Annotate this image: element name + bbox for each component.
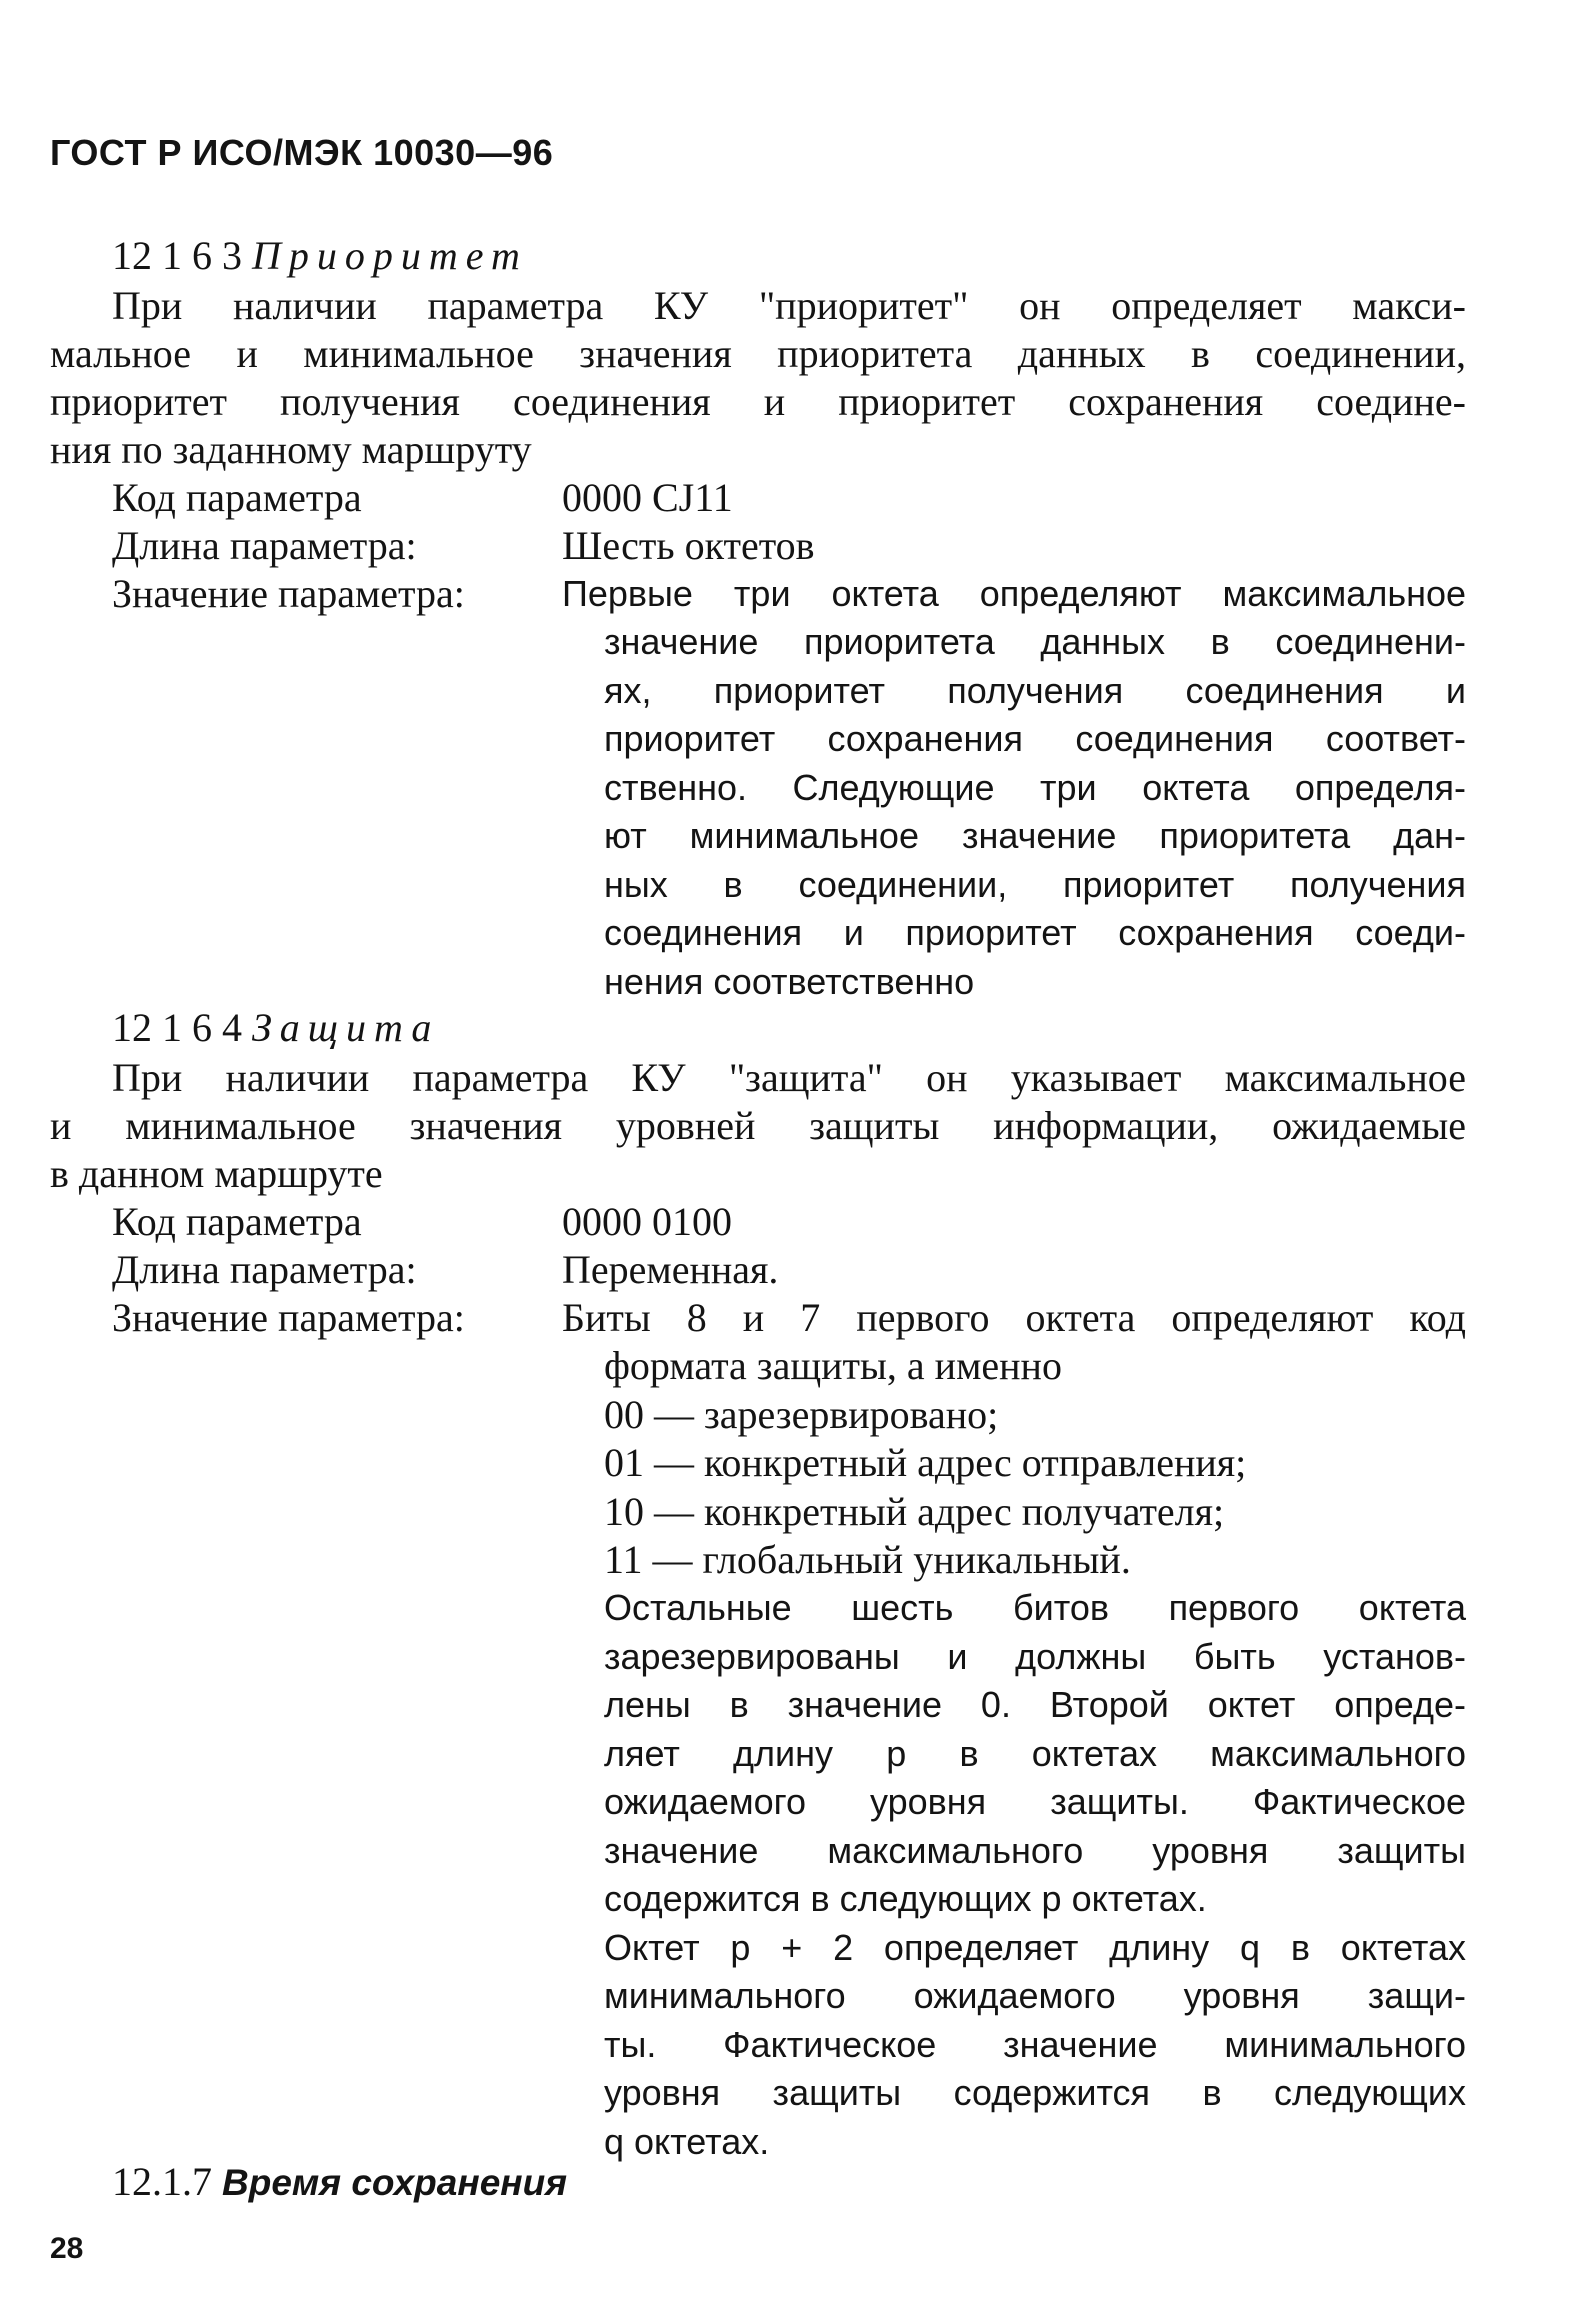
section-title: Время сохранения <box>222 2162 568 2203</box>
text-line: ях, приоритет получения соединения и <box>604 669 1466 711</box>
param-length-value: Переменная. <box>562 1247 779 1292</box>
param-value-first-line: Первые три октета определяют максимальное <box>562 573 1466 614</box>
param-length-label: Длина параметра: <box>112 1247 417 1292</box>
text-line: ты. Фактическое значение минимального <box>604 2023 1466 2065</box>
section-title: Приоритет <box>252 233 528 278</box>
paragraph-line: При наличии параметра КУ "приоритет" он определяет макси- <box>112 283 1466 328</box>
text-line: Остальные шесть битов первого октета <box>604 1587 1466 1628</box>
param-length-label: Длина параметра: <box>112 523 417 568</box>
text-line: ют минимальное значение приоритета дан- <box>604 815 1466 856</box>
paragraph-line: и минимальное значения уровней защиты информации, ожидаемые <box>50 1103 1466 1148</box>
param-code-label: Код параметра <box>112 475 362 520</box>
text-line: нения соответственно <box>604 960 975 1002</box>
text-line: ственно. Следующие три октета определя- <box>604 766 1466 808</box>
text-line: Октет р + 2 определяет длину q в октетах <box>604 1926 1466 1968</box>
text-line: ожидаемого уровня защиты. Фактическое <box>604 1781 1466 1822</box>
section-heading-retention-time <box>112 2158 567 2205</box>
text-line: лены в значение 0. Второй октет опреде- <box>604 1684 1466 1725</box>
text-line: приоритет сохранения соединения соответ- <box>604 718 1466 759</box>
text-line: минимального ожидаемого уровня защи- <box>604 1975 1466 2016</box>
document-header: ГОСТ Р ИСО/МЭК 10030—96 <box>50 132 554 173</box>
param-value-label: Значение параметра: <box>112 571 465 616</box>
param-value-block <box>604 618 1466 1006</box>
paragraph-line: При наличии параметра КУ "защита" он указывает максимальное <box>112 1055 1466 1100</box>
list-item: 00 — зарезервировано; <box>604 1391 999 1437</box>
text-line: соединения и приоритет сохранения соеди- <box>604 912 1466 953</box>
param-code-value: 0000 0100 <box>562 1199 732 1244</box>
section-number: 12 1 6 4 <box>112 1005 242 1050</box>
param-code-value: 0000 СЈ11 <box>562 475 733 520</box>
list-item: 11 — глобальный уникальный. <box>604 1537 1131 1582</box>
page-number: 28 <box>50 2232 84 2265</box>
text-line: значение приоритета данных в соединени- <box>604 621 1466 662</box>
param-value-label: Значение параметра: <box>112 1295 465 1340</box>
section-number: 12 1 6 3 <box>112 233 242 278</box>
section-title: Защита <box>252 1005 440 1050</box>
section-heading-priority <box>112 232 1528 281</box>
protection-format-list <box>604 1342 1466 1585</box>
text-line: зарезервированы и должны быть установ- <box>604 1635 1466 1677</box>
section-number: 12.1.7 <box>112 2159 212 2204</box>
text-line: уровня защиты содержится в следующих <box>604 2072 1466 2113</box>
list-item: формата защиты, а именно <box>604 1343 1062 1388</box>
paragraph-line: ния по заданному маршруту <box>50 427 532 472</box>
paragraph-line: приоритет получения соединения и приоритет сохранения соедине- <box>50 379 1466 424</box>
section-heading-protection <box>112 1004 1528 1053</box>
param-value-first-line: Биты 8 и 7 первого октета определяют код <box>562 1295 1466 1340</box>
paragraph-line: в данном маршруте <box>50 1151 383 1196</box>
list-item: 10 — конкретный адрес получателя; <box>604 1488 1225 1534</box>
text-line: ных в соединении, приоритет получения <box>604 863 1466 905</box>
param-value-block <box>604 1584 1466 2166</box>
paragraph-line: мальное и минимальное значения приоритета данных в соединении, <box>50 331 1466 376</box>
text-line: q октетах. <box>604 2120 770 2162</box>
list-item: 01 — конкретный адрес отправления; <box>604 1440 1247 1485</box>
param-length-value: Шесть октетов <box>562 523 815 568</box>
text-line: содержится в следующих р октетах. <box>604 1878 1207 1919</box>
param-code-label: Код параметра <box>112 1199 362 1244</box>
text-line: ляет длину р в октетах максимального <box>604 1732 1466 1774</box>
text-line: значение максимального уровня защиты <box>604 1829 1466 1871</box>
